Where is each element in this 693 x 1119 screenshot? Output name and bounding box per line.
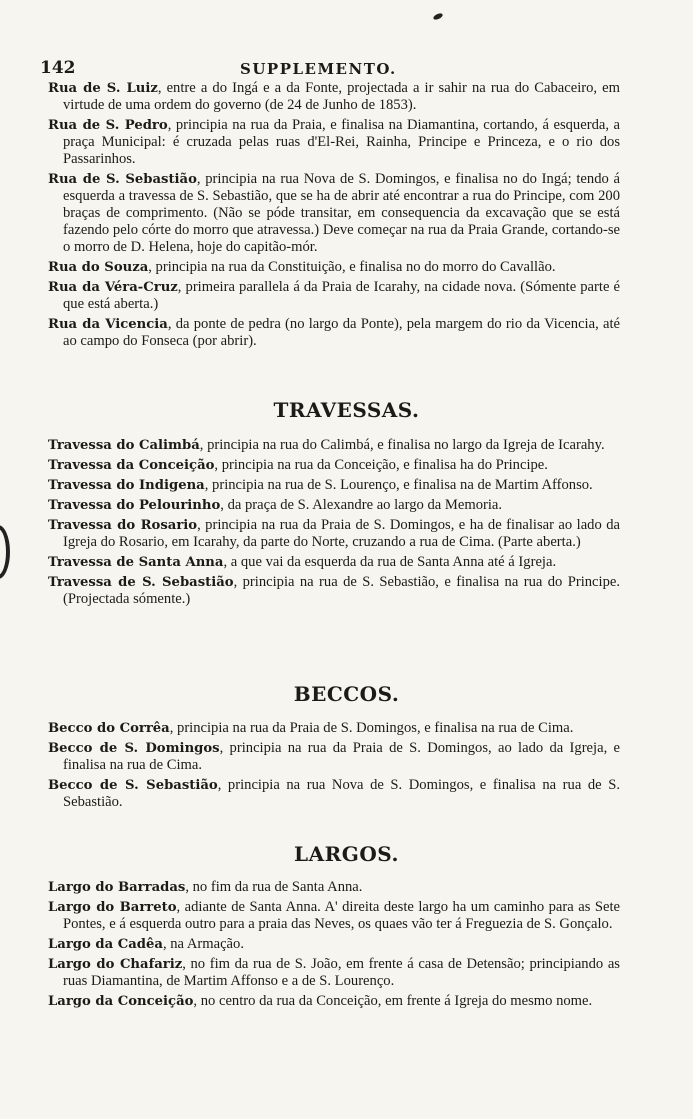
entry-text: , da praça de S. Alexandre ao largo da Memoria. <box>220 497 503 513</box>
list-item <box>48 279 620 313</box>
entry-text: , da ponte de pedra (no largo da Ponte), pela margem do rio da Vicencia, até ao campo do Fonseca (por abrir). <box>63 316 620 349</box>
entry-text: , principia na rua Nova de S. Domingos, e finalisa no do Ingá; tendo á esquerda a travessa de S. Sebastião, que se ha de abrir até encontrar a rua do Principe, com 200 braças de comprimento. (Não se póde transitar, em consequencia da excavação que se está fazendo pelo córte do morro que atravessa.) Deve começar na rua da Praia Grande, cortando-se o morro de D. Helena, hoje do capitão-mór. <box>63 171 621 255</box>
entry-text: , no centro da rua da Conceição, em frente á Igreja do mesmo nome. <box>193 993 593 1009</box>
list-item <box>48 497 620 514</box>
entry-term: Largo do Chafariz <box>48 957 183 972</box>
page-header <box>40 58 635 80</box>
entry-term: Rua da Vicencia <box>48 317 168 332</box>
entry-term: Travessa da Conceição <box>48 458 215 473</box>
entry-term: Becco de S. Sebastião <box>48 778 218 793</box>
largos-list <box>48 879 620 1013</box>
entry-text: , no fim da rua de Santa Anna. <box>185 879 363 895</box>
entry-text: , primeira parallela á da Praia de Icarahy, na cidade nova. (Sómente parte é que está aberta.) <box>63 279 620 312</box>
list-item <box>48 720 620 737</box>
list-item <box>48 777 620 811</box>
list-item <box>48 879 620 896</box>
entry-text: , a que vai da esquerda da rua de Santa Anna até á Igreja. <box>223 554 557 570</box>
page-number: 142 <box>40 58 76 78</box>
entry-term: Travessa do Calimbá <box>48 438 200 453</box>
list-item <box>48 554 620 571</box>
list-item <box>48 80 620 114</box>
ruas-list <box>48 80 620 353</box>
section-title-beccos: BECCOS. <box>293 682 400 706</box>
entry-text: , no fim da rua de S. João, em frente á casa de Detensão; principiando as ruas Diamantina, de Martim Affonso e a de S. Lourenço. <box>63 956 620 989</box>
entry-term: Rua de S. Sebastião <box>48 172 197 187</box>
list-item <box>48 457 620 474</box>
entry-term: Largo do Barradas <box>48 880 186 895</box>
section-title-largos: LARGOS. <box>294 842 399 866</box>
entry-term: Travessa de Santa Anna <box>48 555 224 570</box>
entry-text: , principia na rua da Praia de S. Domingos, ao lado da Igreja, e finalisa na rua de Cima. <box>63 740 620 773</box>
list-item <box>48 993 620 1010</box>
entry-term: Becco do Corrêa <box>48 721 170 736</box>
list-item <box>48 899 620 933</box>
list-item <box>48 574 620 608</box>
entry-text: , principia na rua de S. Sebastião, e finalisa na rua do Principe. (Projectada sómente.) <box>63 574 620 607</box>
list-item <box>48 936 620 953</box>
list-item <box>48 259 620 276</box>
binding-ring-mark <box>0 525 10 579</box>
entry-text: , principia na rua do Calimbá, e finalisa no largo da Igreja de Icarahy. <box>199 437 605 453</box>
list-item <box>48 477 620 494</box>
entry-term: Rua de S. Pedro <box>48 118 168 133</box>
list-item <box>48 517 620 551</box>
entry-text: , principia na rua de S. Lourenço, e finalisa na de Martim Affonso. <box>204 477 593 493</box>
ink-blot <box>432 12 443 21</box>
entry-term: Rua da Véra-Cruz <box>48 280 178 295</box>
entry-term: Travessa do Rosario <box>48 518 198 533</box>
entry-term: Rua do Souza <box>48 260 149 275</box>
list-item <box>48 956 620 990</box>
section-title-travessas: TRAVESSAS. <box>273 398 420 422</box>
entry-text: , principia na rua da Praia, e finalisa na Diamantina, cortando, á esquerda, a praça Municipal: é cruzada pelas ruas d'El-Rei, Rainha, Principe e Princeza, e o rio dos Passarinhos. <box>63 117 620 167</box>
list-item <box>48 740 620 774</box>
entry-term: Largo da Conceição <box>48 994 194 1009</box>
running-title: SUPPLEMENTO. <box>240 60 397 78</box>
entry-term: Largo da Cadêa <box>48 937 163 952</box>
entry-text: , entre a do Ingá e a da Fonte, projectada a ir sahir na rua do Cabaceiro, em virtude de uma ordem do governo (de 24 de Junho de 1853). <box>63 80 621 113</box>
entry-text: , principia na rua da Praia de S. Domingos, e finalisa na rua de Cima. <box>169 720 574 736</box>
entry-term: Rua de S. Luiz <box>48 81 158 96</box>
entry-text: , principia na rua Nova de S. Domingos, e finalisa na rua de S. Sebastião. <box>63 777 620 810</box>
beccos-list <box>48 720 620 814</box>
entry-text: , principia na rua da Praia de S. Domingos, e ha de finalisar ao lado da Igreja do Rosario, em Icarahy, da parte do Norte, cruzando a rua de Cima. (Parte aberta.) <box>63 517 620 550</box>
list-item <box>48 316 620 350</box>
entry-text: , adiante de Santa Anna. A' direita deste largo ha um caminho para as Sete Pontes, e á esquerda outro para a praia das Neves, os quaes vão ter á Freguezia de S. Gonçalo. <box>63 899 620 932</box>
list-item <box>48 171 620 256</box>
entry-term: Travessa de S. Sebastião <box>48 575 234 590</box>
list-item <box>48 117 620 168</box>
entry-text: , principia na rua da Constituição, e finalisa no do morro do Cavallão. <box>148 259 556 275</box>
entry-term: Travessa do Indigena <box>48 478 205 493</box>
entry-term: Becco de S. Domingos <box>48 741 220 756</box>
entry-term: Largo do Barreto <box>48 900 177 915</box>
travessas-list <box>48 437 620 611</box>
entry-text: , na Armação. <box>162 936 244 952</box>
list-item <box>48 437 620 454</box>
entry-text: , principia na rua da Conceição, e finalisa ha do Principe. <box>214 457 548 473</box>
entry-term: Travessa do Pelourinho <box>48 498 221 513</box>
